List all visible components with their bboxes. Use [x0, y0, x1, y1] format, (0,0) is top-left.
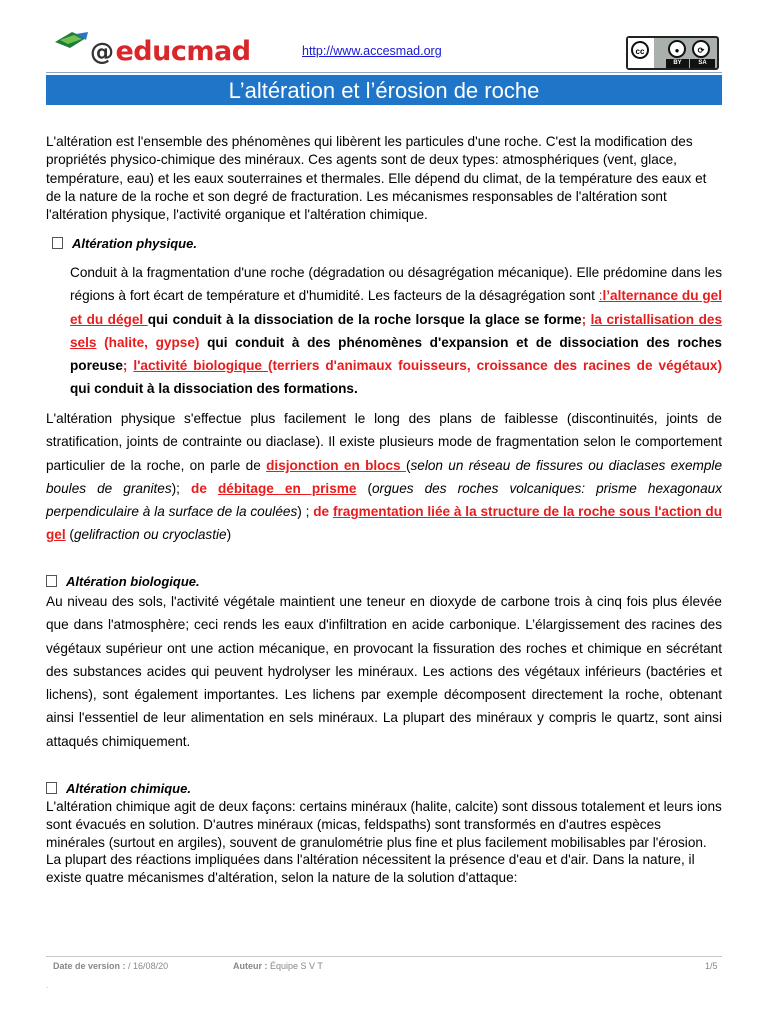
physique-paragraph: Conduit à la fragmentation d'une roche (dégradation ou désagrégation mécanique). Elle prédomine dans les régions à fort écart de température et d'humidité. Les facteurs de la désagrégation sont :l’alternance du gel et du dégel qui conduit à la dissociation de la roche lorsque la glace se forme; la cristallisation des sels (halite, gypse) qui conduit à des phénomènes d'expansion et de dissociation des roches poreuse; l'activité biologique (terriers d'animaux fouisseurs, croissance des racines de végétaux) qui conduit à la dissociation des formations.	[70, 265, 723, 397]
footer-author: Auteur : Équipe S V T	[233, 961, 323, 971]
footer-version: Date de version : / 16/08/20	[53, 961, 169, 971]
term-gel-degel: l’alternance du gel et du dégel	[70, 288, 722, 327]
logo-wordmark: educmad	[115, 36, 251, 67]
checkbox-icon	[46, 575, 57, 587]
website-link[interactable]: http://www.accesmad.org	[302, 44, 442, 58]
checkbox-icon	[46, 782, 57, 794]
logo-icon	[52, 28, 92, 72]
heading-alteration-biologique: Altération biologique.	[46, 574, 200, 589]
term-disjonction: disjonction en blocs	[266, 457, 406, 473]
heading-alteration-physique: Altération physique.	[52, 236, 197, 251]
educmad-logo	[52, 28, 251, 72]
cc-license-badge	[626, 36, 719, 70]
term-cristallisation: la cristallisation des sels	[70, 311, 723, 350]
logo-at: @	[90, 38, 114, 66]
cc-icon: cc	[631, 41, 649, 59]
biologique-paragraph: Au niveau des sols, l'activité végétale maintient une teneur en dioxyde de carbone trois à cinq fois plus élevée que dans l'atmosphère; ceci rends les eaux d'infiltration en acide carbonique. L’élargissement des racines des végétaux supérieur ont une action mécanique, en provocant la fissuration des roches et chimique en sécrétant des substances acides qui peuvent hydrolyser les minéraux. Les actions des végétaux inférieurs (bactéries et lichens), sont également importantes. Les lichens par exemple décomposent directement la roche, obtenant ainsi l'essentiel de leur alimentation en sels minéraux. La plupart des minéraux y compris le quartz, sont ainsi attaqués chimiquement.	[46, 594, 722, 749]
footer-page-number: 1/5	[705, 961, 718, 971]
intro-paragraph: L'altération est l'ensemble des phénomènes qui libèrent les particules d'une roche. C'est la modification des propriétés physico-chimique des minéraux. Ces agents sont de deux types: atmosphériques (vent, glace, température, eau) et les eaux souterraines et thermales. Elle dépend du climat, de la température des eaux et de la nature de la roche et son degré de fracturation. Les mécanismes responsables de l'altération sont l'altération physique, l'activité organique et l'altération chimique.	[46, 134, 707, 223]
checkbox-icon	[52, 237, 63, 249]
sa-label: SA	[690, 59, 715, 68]
term-fragmentation-gel: fragmentation liée à la structure de la roche sous l'action du gel	[46, 504, 723, 543]
by-label: BY	[666, 59, 689, 68]
term-debitage: débitage en prisme	[217, 480, 357, 496]
footer-mark: .	[46, 981, 49, 990]
fragmentation-paragraph: L'altération physique s'effectue plus facilement le long des plans de faiblesse (discontinuités, joints de stratification, joints de contrainte ou diaclase). Il existe plusieurs mode de fragmentation selon le comportement particulier de la roche, on parle de disjonction en blocs (selon un réseau de fissures ou diaclases exemple boules de granites); de débitage en prisme (orgues des roches volcaniques: prisme hexagonaux perpendiculaire à la surface de la coulées) ; de fragmentation liée à la structure de la roche sous l'action du gel (gelifraction ou cryoclastie)	[46, 411, 723, 543]
by-person-icon: ●	[668, 40, 686, 58]
footer-divider	[46, 956, 722, 957]
share-alike-icon: ⟳	[692, 40, 710, 58]
heading-alteration-chimique: Altération chimique.	[46, 781, 191, 796]
page-title: L’altération et l’érosion de roche	[46, 75, 722, 105]
term-activite-biologique: l'activité biologique	[133, 358, 268, 374]
chimique-paragraph: L'altération chimique agit de deux façons: certains minéraux (halite, calcite) sont dissous totalement et leurs ions sont évacués en solution. D'autres minéraux (micas, feldspaths) sont transformés en d'autres espèces minérales (surtout en argiles), souvent de granulométrie plus fine et plus facilement mobilisables par l'érosion. La plupart des réactions impliquées dans l'altération nécessitent la présence d'eau et d'air. Dans la nature, il existe quatre mécanismes d'altération, selon la nature de la solution d'attaque:	[46, 799, 722, 886]
header-divider	[46, 72, 722, 73]
